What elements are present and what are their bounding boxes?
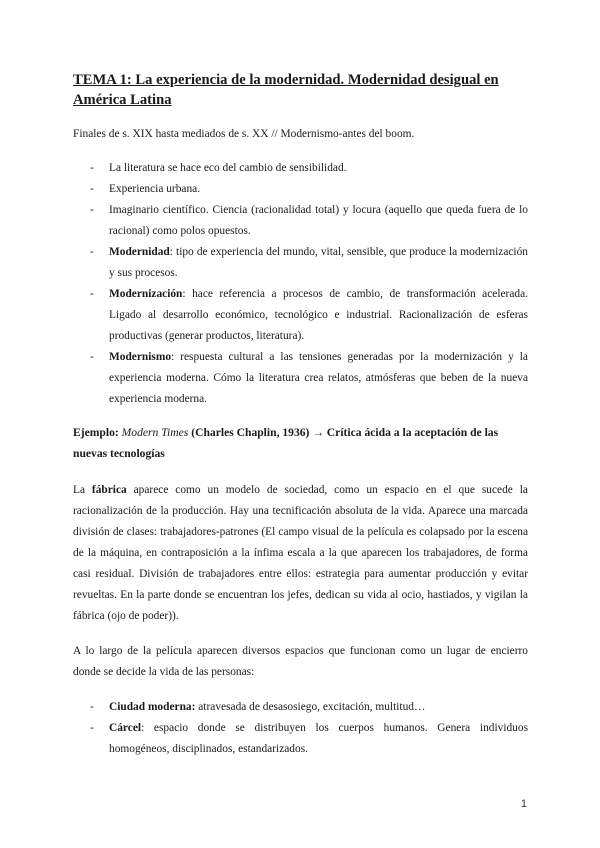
document-page [73,70,528,772]
list-item [73,347,528,410]
list-item-text: : tipo de experiencia del mundo, vital, sensible, que produce la modernización y sus procesos. [109,246,528,279]
list-item-text: : hace referencia a procesos de cambio, de transformación acelerada. Ligado al desarrollo económico, tecnológico e industrial. Racionalización de esferas productivas (generar productos, literatura). [109,288,528,342]
example-rest: (Charles Chaplin, 1936) → Crítica ácida a la aceptación de las nuevas tecnologías [73,426,499,460]
list-item [73,284,528,347]
list-item-text: La literatura se hace eco del cambio de sensibilidad. [109,162,347,174]
list-item [73,200,528,242]
paragraph-lead: La [73,484,92,496]
list-item-text: : espacio donde se distribuyen los cuerpos humanos. Genera individuos homogéneos, disciplinados, estandarizados. [109,722,528,755]
list-item-term: Modernismo [109,351,172,363]
list-item-term: Modernidad [109,246,170,258]
dash-marker: - [90,701,94,713]
dash-marker: - [90,204,94,216]
document-subtitle: Finales de s. XIX hasta mediados de s. XX // Modernismo-antes del boom. [73,128,415,140]
spaces-list [73,697,528,760]
factory-paragraph [73,480,528,627]
list-item-text: : respuesta cultural a las tensiones generadas por la modernización y la experiencia moderna. Cómo la literatura crea relatos, atmósferas que beben de la nueva experiencia moderna. [109,351,528,405]
example-film-title: Modern Times [121,426,189,439]
dash-marker: - [90,288,94,300]
list-item-term: Cárcel [109,722,142,734]
dash-marker: - [90,351,94,363]
list-item-text: Experiencia urbana. [109,183,201,195]
dash-marker: - [90,162,94,174]
example-heading [73,422,528,464]
list-item-text: atravesada de desasosiego, excitación, multitud… [195,701,426,713]
list-item-term: Ciudad moderna: [109,701,196,713]
example-label: Ejemplo: [73,426,119,439]
paragraph-text: aparece como un modelo de sociedad, como un espacio en el que sucede la racionalización de la producción. Hay una tecnificación absoluta de la vida. Aparece una marcada división de clases: trabajadores-patrones (El campo visual de la película es colapsado por la escena de la máquina, en contraposición a la ínfima escala a la que aparecen los trabajadores, de forma casi residual. División de trabajadores entre ellos: estrategia para aumentar producción y evitar revueltas. En la parte donde se encuentran los jefes, dedican su vida al ocio, hastiados, y vigilan la fábrica (ojo de poder)). [73,484,528,622]
spaces-paragraph: A lo largo de la película aparecen diversos espacios que funcionan como un lugar de encierro donde se decide la vida de las personas: [73,645,528,678]
list-item-term: Modernización [109,288,183,300]
document-title: TEMA 1: La experiencia de la modernidad. Modernidad desigual en América Latina [73,72,499,108]
list-item-text: Imaginario científico. Ciencia (racionalidad total) y locura (aquello que queda fuera de lo racional) como polos opuestos. [109,204,528,237]
list-item [73,158,528,179]
paragraph-term: fábrica [91,484,127,496]
list-item [73,697,528,718]
dash-marker: - [90,183,94,195]
page-number: 1 [520,798,527,810]
list-item [73,179,528,200]
concept-list [73,158,528,410]
list-item [73,718,528,760]
dash-marker: - [90,722,94,734]
dash-marker: - [90,246,94,258]
list-item [73,242,528,284]
